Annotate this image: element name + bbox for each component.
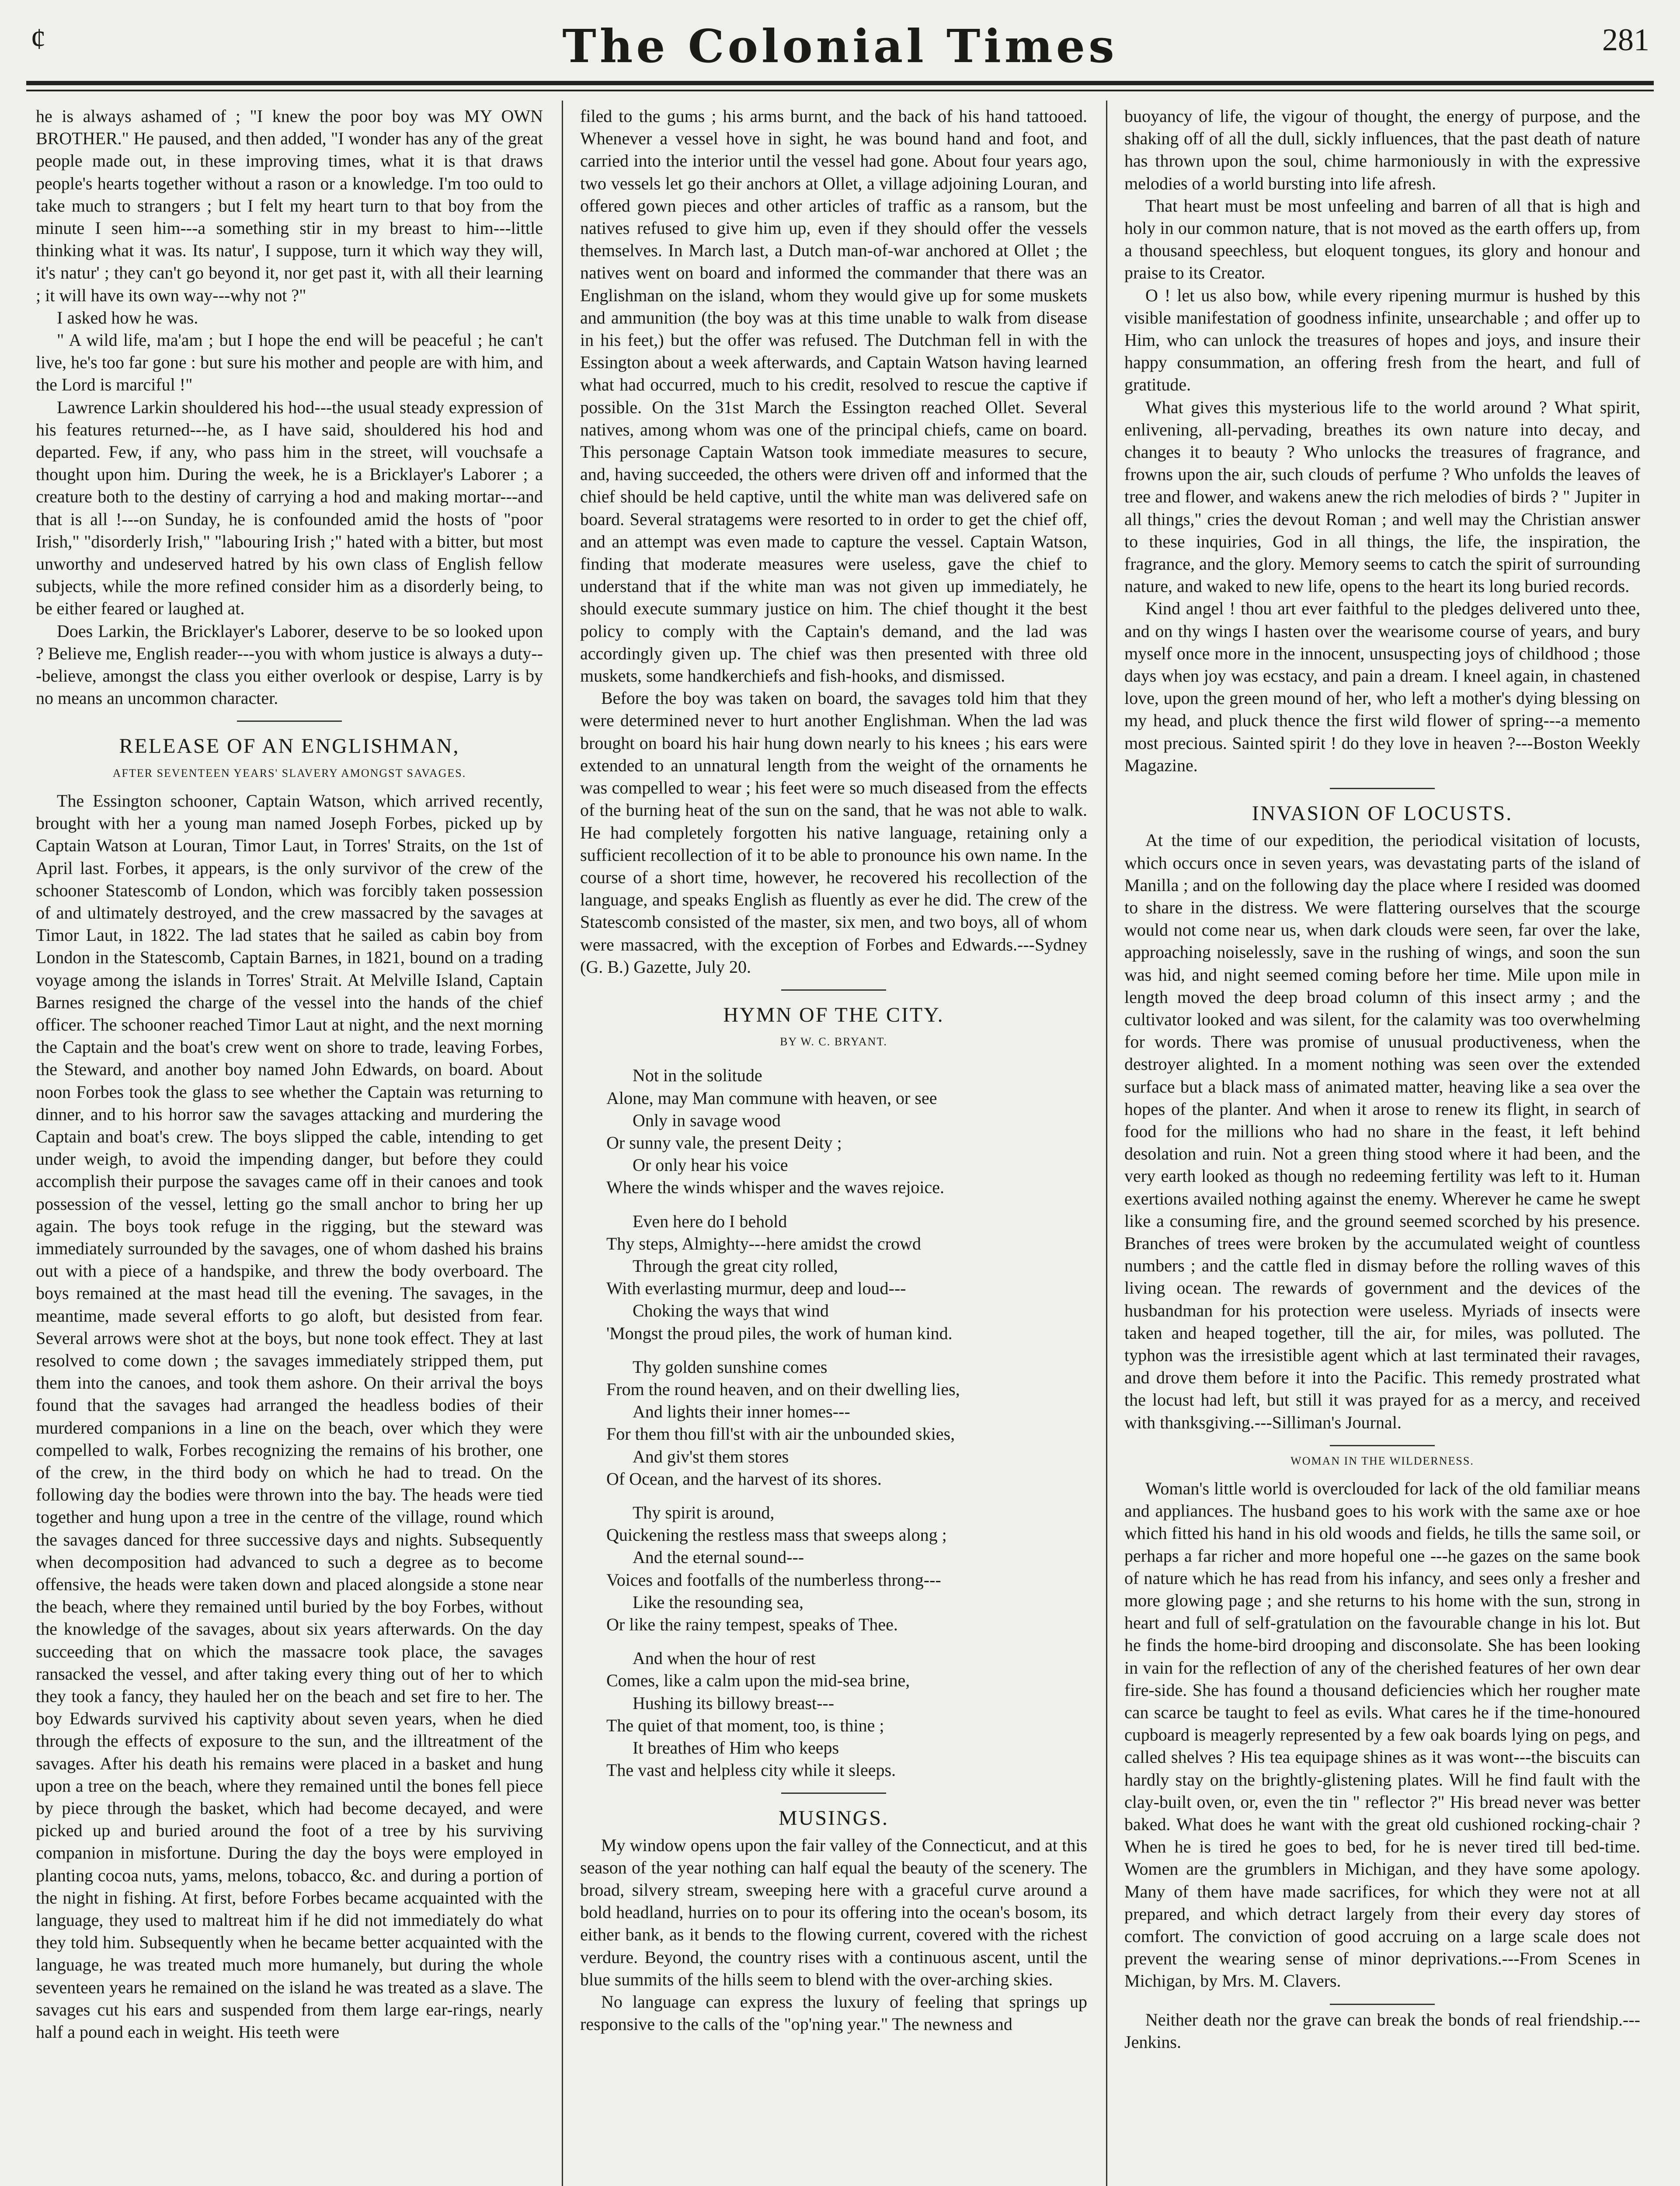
- poem-line: And when the hour of rest: [633, 1648, 816, 1668]
- poem-byline: BY W. C. BRYANT.: [780, 1035, 887, 1048]
- article-paragraph: " A wild life, ma'am ; but I hope the end will be peaceful ; he can't live, he's too far gone : but sure his mother and people are with him, and the Lord is marciful !": [36, 330, 543, 395]
- section-separator: [781, 1793, 886, 1794]
- poem-line: Voices and footfalls of the numberless throng---: [606, 1570, 941, 1590]
- column-1: [36, 105, 543, 2186]
- section-heading-release: RELEASE OF AN ENGLISHMAN,: [119, 734, 460, 758]
- section-heading-woman: WOMAN IN THE WILDERNESS.: [1290, 1454, 1474, 1467]
- article-paragraph: O ! let us also bow, while every ripening murmur is hushed by this visible manifestation of goodness infinite, unsearchable ; and offer up to Him, who can unlock the treasures of hopes and joys, and insure their happy consummation, an offering fresh from the heart, and full of gratitude.: [1124, 285, 1640, 395]
- poem-line: And the eternal sound---: [633, 1547, 804, 1567]
- poem-stanza: [580, 1210, 1087, 1344]
- poem-line: It breathes of Him who keeps: [633, 1738, 839, 1758]
- poem-line: Only in savage wood: [633, 1110, 781, 1130]
- poem-line: And giv'st them stores: [633, 1446, 789, 1466]
- article-paragraph: The Essington schooner, Captain Watson, which arrived recently, brought with her a young man named Joseph Forbes, picked up by Captain Watson at Louran, Timor Laut, in Torres' Straits, on the 1st of April last. Forbes, it appears, is the only survivor of the crew of the schooner Statescomb of London, which was forcibly taken possession of and ultimately destroyed, and the crew massacred by the savages at Timor Laut, in 1822. The lad states that he sailed as cabin boy from London in the Statescomb, Captain Barnes, in 1821, bound on a trading voyage among the islands in Torres' Strait. At Melville Island, Captain Barnes resigned the charge of the vessel into the hands of the chief officer. The schooner reached Timor Laut at night, and the next morning the Captain and the boat's crew went on shore to trade, leaving Forbes, the Steward, and another boy named John Edwards, on board. About noon Forbes took the glass to see whether the Captain was returning to dinner, and to his horror saw the savages attacking and murdering the Captain and boat's crew. The boys slipped the cable, intending to get under weigh, to avoid the impending danger, but before they could accomplish their purpose the savages came off in their canoes and took possession of the vessel, letting go the small anchor to bring her up again. The boys took refuge in the rigging, but the steward was immediately surrounded by the savages, one of whom dashed his brains out with a piece of a handspike, and threw the body overboard. The boys remained at the mast head till the evening. The savages, in the meantime, made several efforts to go aloft, but desisted from fear. Several arrows were shot at the boys, but none took effect. They at last resolved to come down ; the savages immediately stripped them, put them into the canoes, and took them ashore. On their arrival the boys found that the savages had arranged the headless bodies of their murdered companions in a line on the beach, over which they were compelled to walk, Forbes recognizing the remains of his brother, one of the crew, in the third body on which he had to tread. On the following day the bodies were thrown into the bay. The heads were tied together and hung upon a tree in the centre of the village, round which the savages danced for three successive days and nights. Subsequently when decomposition had advanced to such a degree as to become offensive, the heads were taken down and placed alongside a stone near the beach, where they remained until buried by the boy Forbes, without the knowledge of the savages, about six years afterwards. On the day succeeding that on which the massacre took place, the savages ransacked the vessel, and after taking every thing out of her to which they took a fancy, they hauled her on the beach and set fire to her. The boy Edwards survived his captivity about seven years, when he died through the effects of exposure to the sun, and the illtreatment of the savages. After his death his remains were placed in a basket and hung upon a tree on the beach, where they remained until the bones fell piece by piece through the basket, which had become decayed, and were picked up and buried around the foot of a tree by his surviving companion in misfortune. During the day the boys were employed in planting cocoa nuts, yams, melons, tobacco, &c. and during a portion of the night in fishing. At first, before Forbes became acquainted with the language, they used to maltreat him if he did not immediately do what they told him. Subsequently when he became better acquainted with the language, he was treated much more humanely, but during the whole seventeen years he remained on the island he was treated as a slave. The savages cut his ears and suspended from them large ear-rings, nearly half a pound each in weight. His teeth were: [36, 790, 543, 2042]
- poem-line: Comes, like a calm upon the mid-sea brine,: [606, 1671, 910, 1691]
- poem-line: 'Mongst the proud piles, the work of human kind.: [606, 1323, 953, 1343]
- poem-line: Or sunny vale, the present Deity ;: [606, 1132, 842, 1152]
- section-subheading: AFTER SEVENTEEN YEARS' SLAVERY AMONGST SAVAGES.: [112, 766, 466, 780]
- poem-line: Hushing its billowy breast---: [633, 1693, 835, 1713]
- article-paragraph: Does Larkin, the Bricklayer's Laborer, deserve to be so looked upon ? Believe me, English reader---you with whom justice is always a duty---believe, amongst the class you either overlook or despise, Larry is by no means an uncommon character.: [36, 621, 543, 708]
- poem-line: With everlasting murmur, deep and loud---: [606, 1278, 906, 1298]
- poem-line: Alone, may Man commune with heaven, or see: [606, 1088, 937, 1108]
- page-number: 281: [1602, 22, 1649, 57]
- article-paragraph: That heart must be most unfeeling and barren of all that is high and holy in our common nature, that is not moved as the earth offers up, from a thousand speechless, but eloquent tongues, its glory and honour and praise to its Creator.: [1124, 195, 1640, 283]
- poem-stanza: [580, 1356, 1087, 1490]
- masthead-title: The Colonial Times: [562, 19, 1118, 73]
- poem-line: The quiet of that moment, too, is thine ;: [606, 1715, 884, 1735]
- poem-stanza: [580, 1501, 1087, 1636]
- article-paragraph: What gives this mysterious life to the world around ? What spirit, enlivening, all-pervading, breathes its own nature into decay, and changes it to beauty ? Who unlocks the treasures of fragrance, and frowns upon the air, such clouds of perfume ? Who unfolds the leaves of tree and flower, and wakens anew the rich melodies of birds ? " Jupiter in all things," cries the devout Roman ; and well may the Christian answer to these inquiries, God in all things, the life, the inspiration, the fragrance, and the glory. Memory seems to catch the spirit of surrounding nature, and waked to new life, opens to the heart its long buried records.: [1124, 397, 1640, 596]
- article-paragraph: No language can express the luxury of feeling that springs up responsive to the calls of the "op'ning year." The newness and: [580, 1992, 1087, 2034]
- column-2: [580, 105, 1087, 2186]
- section-separator: [1330, 788, 1435, 789]
- masthead-left-mark: ¢: [31, 22, 46, 56]
- section-heading-musings: MUSINGS.: [778, 1807, 889, 1830]
- column-divider: [562, 101, 563, 2186]
- section-separator: [1330, 1445, 1435, 1446]
- column-3: [1124, 105, 1640, 2186]
- masthead-rule-thin: [26, 90, 1654, 91]
- poem-line: Even here do I behold: [633, 1211, 787, 1231]
- poem-line: Through the great city rolled,: [633, 1256, 838, 1276]
- column-divider: [1106, 101, 1107, 2186]
- poem-line: Where the winds whisper and the waves rejoice.: [606, 1177, 945, 1197]
- poem-line: The vast and helpless city while it sleeps.: [606, 1760, 896, 1780]
- section-heading-locusts: INVASION OF LOCUSTS.: [1252, 802, 1513, 825]
- poem-line: Thy golden sunshine comes: [633, 1357, 828, 1377]
- poem-stanza: [580, 1647, 1087, 1781]
- article-paragraph: I asked how he was.: [57, 307, 198, 327]
- masthead-rule-thick: [26, 81, 1654, 85]
- article-paragraph: My window opens upon the fair valley of the Connecticut, and at this season of the year nothing can half equal the beauty of the scenery. The broad, silvery stream, sweeping here with a graceful curve around a bold headland, hurries on to pour its offering into the ocean's bosom, its either bank, as it bends to the flowing current, covered with the richest verdure. Beyond, the country rises with a continuous ascent, until the blue summits of the hills seem to blend with the over-arching skies.: [580, 1835, 1087, 1989]
- poem-line: Thy steps, Almighty---here amidst the crowd: [606, 1233, 921, 1253]
- article-paragraph: Woman's little world is overclouded for lack of the old familiar means and appliances. The husband goes to his work with the same axe or hoe which fitted his hand in his old woods and fields, he tills the same soil, or perhaps a far richer and more hopeful one ---he gazes on the same book of nature which he has read from his infancy, and sees only a fresher and more glowing page ; and she returns to his home with the sun, strong in heart and full of self-gratulation on the favourable change in his lot. But he finds the home-bird drooping and disconsolate. She has been looking in vain for the reflection of any of the cherished features of her own dear fire-side. She has found a thousand deficiencies which her rougher mate can scarce be taught to feel as evils. What cares he if the time-honoured cupboard is meagerly represented by a few oak boards lying on pegs, and called shelves ? His tea equipage shines as it was wont---the biscuits can hardly stay on the brightly-glistening plates. Will he find fault with the clay-built oven, or, even the tin " reflector ?" His bread never was better baked. What does he want with the great old cushioned rocking-chair ? When he is tired he goes to bed, for he is never tired till bed-time. Women are the grumblers in Michigan, and they have some apology. Many of them have made sacrifices, for which they were not at all prepared, and which detract largely from their every day stores of comfort. The conviction of good accruing on a large scale does not prevent the wearing sense of minor deprivations.---From Scenes in Michigan, by Mrs. M. Clavers.: [1124, 1478, 1640, 1991]
- article-paragraph: filed to the gums ; his arms burnt, and the back of his hand tattooed. Whenever a vessel hove in sight, he was bound hand and foot, and carried into the interior until the vessel had gone. About four years ago, two vessels let go their anchors at Ollet, a village adjoining Louran, and offered gown pieces and other articles of traffic as a ransom, but the natives refused to give him up, even if they should offer the vessels themselves. In March last, a Dutch man-of-war anchored at Ollet ; the natives went on board and informed the commander that there was an Englishman on the island, whom they would give up for some muskets and ammunition (the boy was at this time unable to walk from disease in his feet,) but the offer was refused. The Dutchman fell in with the Essington about a week afterwards, and Captain Watson having learned what had occurred, much to his credit, resolved to rescue the captive if possible. On the 31st March the Essington reached Ollet. Several natives, among whom was one of the principal chiefs, came on board. This personage Captain Watson took immediate measures to secure, and, having succeeded, the others were driven off and informed that the chief should be held captive, until the white man was delivered safe on board. Several stratagems were resorted to in order to get the chief off, and an attempt was even made to capture the vessel. Captain Watson, finding that moderate measures were useless, gave the chief to understand that if the white man was not given up immediately, he should execute summary justice on him. The chief thought it the best policy to comply with the Captain's demand, and the lad was accordingly given up. The chief was then presented with three old muskets, some handkerchiefs and fish-hooks, and dismissed.: [580, 106, 1087, 686]
- article-paragraph: buoyancy of life, the vigour of thought, the energy of purpose, and the shaking off of all the dull, sickly influences, that the past death of nature has thrown upon the soul, chime harmoniously in with the expressive melodies of a world bursting into life afresh.: [1124, 106, 1640, 193]
- poem-line: Thy spirit is around,: [633, 1502, 775, 1522]
- section-separator: [1330, 2004, 1435, 2005]
- poem-line: Quickening the restless mass that sweeps along ;: [606, 1525, 947, 1545]
- poem-line: From the round heaven, and on their dwelling lies,: [606, 1379, 960, 1399]
- poem-line: Or only hear his voice: [633, 1155, 788, 1175]
- poem-line: And lights their inner homes---: [633, 1402, 850, 1422]
- poem-line: Choking the ways that wind: [633, 1301, 829, 1321]
- poem-line: For them thou fill'st with air the unbounded skies,: [606, 1424, 955, 1444]
- article-paragraph: At the time of our expedition, the periodical visitation of locusts, which occurs once in seven years, was devastating parts of the island of Manilla ; and on the following day the place where I resided was doomed to share in the distress. We were flattering ourselves that the scourge would not come near us, when dark clouds were seen, far over the lake, approaching noiselessly, save in the rushing of wings, and soon the sun was hid, and night seemed coming before her time. Mile upon mile in length moved the deep broad column of this insect army ; and the cultivator looked and was silent, for the calamity was too overwhelming for words. There was promise of unusual productiveness, when the destroyer alighted. In a moment nothing was seen over the extended surface but a black mass of animated matter, heaving like a sea over the hopes of the planter. And when it arose to renew its flight, in search of food for the millions who had no share in the feast, it left behind desolation and ruin. Not a green thing stood where it had been, and the very earth looked as though no redeeming fertility was left to it. Human exertions availed nothing against the enemy. Wherever he came he swept like a consuming fire, and the ground seemed scorched by his presence. Branches of trees were broken by the accumulated weight of countless numbers ; and the cattle fled in dismay before the rolling waves of this living ocean. The rewards of government and the devices of the husbandman for his protection were useless. Myriads of insects were taken and heaped together, till the air, for miles, was polluted. The typhon was the irresistible agent which at last terminated their ravages, and drove them before it into the Pacific. This remedy prostrated what the locust had left, but still it was prayed for as a mercy, and received with thanksgiving.---Silliman's Journal.: [1124, 830, 1640, 1432]
- closing-paragraph: Neither death nor the grave can break the bonds of real friendship.---Jenkins.: [1124, 2009, 1640, 2052]
- poem-line: Or like the rainy tempest, speaks of Thee.: [606, 1615, 898, 1634]
- article-paragraph: he is always ashamed of ; "I knew the poor boy was MY OWN BROTHER." He paused, and then added, "I wonder has any of the great people made out, in these improving times, what it is that draws people's hearts together without a rason or a knowledge. I'm too ould to take much to strangers ; but I felt my heart turn to that boy from the minute I seen him---a something stir in my breast to him---little thinking what it was. Its natur', I suppose, turn it which way they will, it's natur' ; they can't go beyond it, nor get past it, with all their learning ; it will have its own way---why not ?": [36, 106, 543, 305]
- poem-stanza: [580, 1064, 1087, 1198]
- article-paragraph: Lawrence Larkin shouldered his hod---the usual steady expression of his features returned---he, as I have said, shouldered his hod and departed. Few, if any, who pass him in the street, will vouchsafe a thought upon him. During the week, he is a Bricklayer's Laborer ; a creature both to the destiny of carrying a hod and making mortar---and that is all !---on Sunday, he is confounded amid the hosts of "poor Irish," "disorderly Irish," "labouring Irish ;" hated with a bitter, but most unworthy and undeserved hatred by his own class of English fellow subjects, while the more refined consider him as a disorderly being, to be either feared or laughed at.: [36, 397, 543, 619]
- section-separator: [781, 989, 886, 991]
- section-heading-hymn: HYMN OF THE CITY.: [723, 1003, 944, 1027]
- poem-line: Of Ocean, and the harvest of its shores.: [606, 1469, 882, 1489]
- article-paragraph: Kind angel ! thou art ever faithful to the pledges delivered unto thee, and on thy wings I hasten over the wearisome course of years, and bury myself once more in the innocent, unsuspecting joys of childhood ; those days when joy was ecstacy, and pain a dream. I kneel again, in chastened love, upon the green mound of her, who left a mother's dying blessing on my head, and pluck thence the first wild flower of spring---a memento most precious. Sainted spirit ! do they love in heaven ?---Boston Weekly Magazine.: [1124, 599, 1640, 775]
- poem-line: Like the resounding sea,: [633, 1592, 803, 1612]
- poem-line: Not in the solitude: [633, 1065, 762, 1086]
- section-separator: [237, 721, 342, 722]
- article-paragraph: Before the boy was taken on board, the savages told him that they were determined never to hurt another Englishman. When the lad was brought on board his hair hung down nearly to his knees ; his ears were extended to an unnatural length from the weight of the ornaments he was compelled to wear ; his feet were so much diseased from the effects of the burning heat of the sun on the sand, that he was not able to walk. He had completely forgotten his native language, retaining only a sufficient recollection of it to be able to pronounce his own name. In the course of a short time, however, he recovered his recollection of the language, and speaks English as fluently as ever he did. The crew of the Statescomb consisted of the master, six men, and two boys, all of whom were massacred, with the exception of Forbes and Edwards.---Sydney (G. B.) Gazette, July 20.: [580, 688, 1087, 977]
